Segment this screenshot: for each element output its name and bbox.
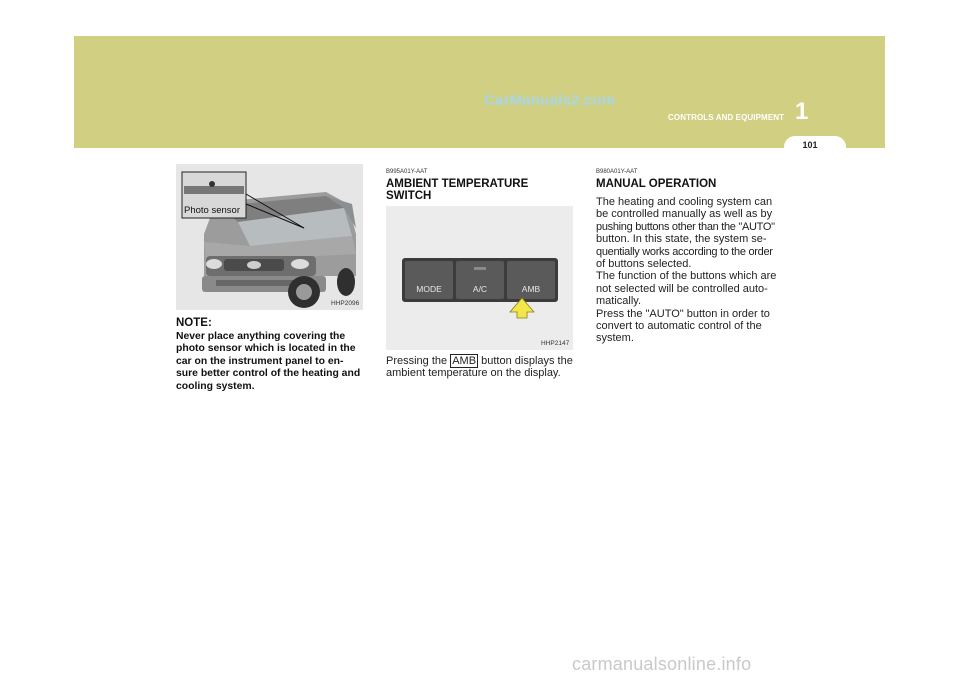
text-line: convert to automatic control of the: [596, 320, 762, 333]
button-ac-label: A/C: [472, 284, 488, 294]
text-line: not selected will be controlled auto-: [596, 282, 768, 295]
section-title: CONTROLS AND EQUIPMENT: [668, 113, 785, 122]
text-after: button displays the: [481, 355, 573, 367]
section-heading: MANUAL OPERATION: [596, 178, 717, 190]
button-panel-illustration: [386, 206, 573, 350]
note-line: cooling system.: [176, 380, 255, 392]
image-code-hhp2096: HHP2096: [331, 300, 360, 307]
heading-line: AMBIENT TEMPERATURE: [386, 178, 529, 190]
image-code-hhp2147: HHP2147: [541, 340, 570, 347]
note-line: car on the instrument panel to en-: [176, 355, 344, 367]
footer-watermark-link[interactable]: carmanualsonline.info: [572, 654, 752, 674]
note-line: photo sensor which is located in the: [176, 343, 356, 355]
manual-operation-text: [596, 196, 790, 345]
amb-description-line1: [386, 355, 578, 367]
note-line: sure better control of the heating and: [176, 368, 361, 380]
button-amb-label: AMB: [521, 284, 541, 294]
note-line: Never place anything covering the: [176, 331, 346, 342]
amb-description: [386, 355, 578, 380]
button-mode-label: MODE: [416, 284, 442, 294]
photo-sensor-label: Photo sensor: [184, 205, 240, 216]
chapter-number: 1: [795, 98, 809, 125]
amb-description-line2: ambient temperature on the display.: [386, 367, 561, 380]
watermark-link[interactable]: CarManuals2.com: [484, 92, 616, 109]
car-photo: [176, 164, 363, 310]
text-line: of buttons selected.: [596, 258, 692, 271]
section-heading: [386, 178, 576, 202]
note-text: [176, 331, 366, 393]
text-line: The heating and cooling system can: [596, 196, 773, 208]
text-line: quentially works according to the order: [596, 245, 773, 258]
section-code: B995A01Y-AAT: [386, 169, 428, 175]
text-line: be controlled manually as well as by: [596, 208, 773, 221]
text-line: button. In this state, the system se-: [596, 233, 767, 246]
section-code: B980A01Y-AAT: [596, 169, 638, 175]
text-line: matically.: [596, 295, 642, 308]
text-line: system.: [596, 332, 634, 345]
text-line: The function of the buttons which are: [596, 270, 777, 283]
text-line: pushing buttons other than the "AUTO": [596, 220, 775, 233]
header-band: [74, 36, 885, 148]
amb-button-ref: AMB: [452, 355, 477, 367]
text-line: Press the "AUTO" button in order to: [596, 307, 770, 320]
car-illustration: [176, 164, 363, 310]
amb-switch-panel-image: [386, 206, 573, 350]
text-before: Pressing the: [386, 355, 448, 367]
heading-line: SWITCH: [386, 190, 432, 202]
page-number: 101: [802, 140, 818, 150]
note-title: NOTE:: [176, 317, 212, 329]
